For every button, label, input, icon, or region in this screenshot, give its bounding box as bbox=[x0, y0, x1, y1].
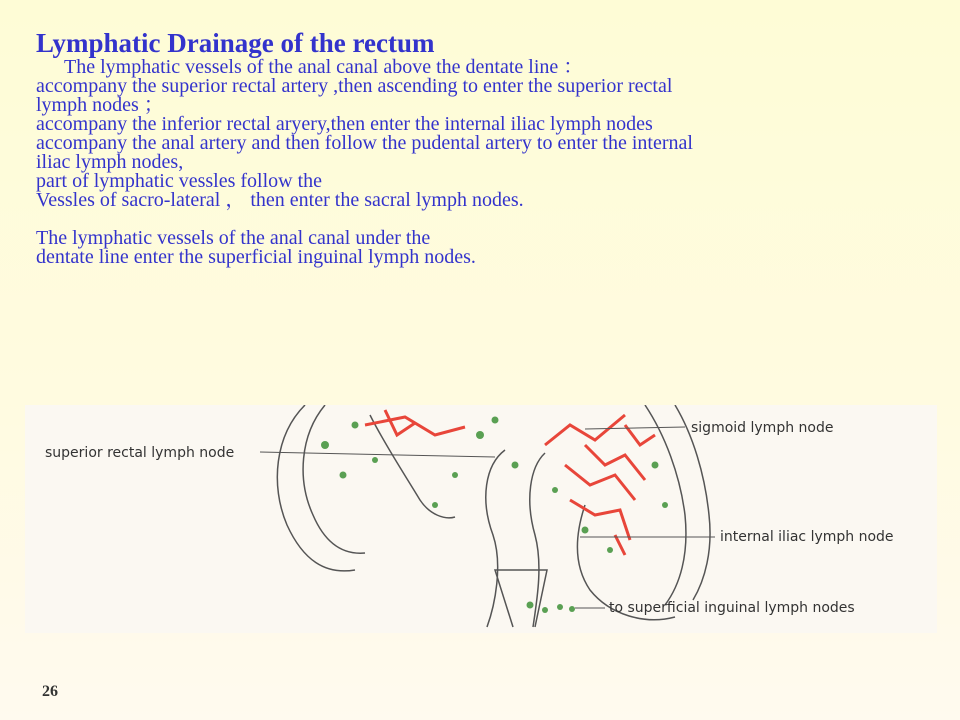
body-line: accompany the inferior rectal aryery,then enter the internal iliac lymph nodes bbox=[36, 113, 653, 135]
label-sigmoid: sigmoid lymph node bbox=[691, 420, 834, 436]
colon-outline bbox=[277, 405, 710, 627]
slide-text bbox=[36, 28, 946, 267]
body-line: iliac lymph nodes, bbox=[36, 151, 184, 173]
body-line: accompany the anal artery and then follow the pudental artery to enter the internal bbox=[36, 132, 693, 154]
label-internal-iliac: internal iliac lymph node bbox=[720, 529, 894, 545]
page-number: 26 bbox=[42, 683, 58, 700]
body-line: Vessles of sacro-lateral ， then enter the sacral lymph nodes. bbox=[36, 189, 524, 211]
body-line: The lymphatic vessels of the anal canal above the dentate line ： bbox=[64, 56, 584, 78]
rectum-lymph-illustration bbox=[25, 405, 937, 633]
body-text bbox=[36, 58, 946, 267]
body-line: The lymphatic vessels of the anal canal under the bbox=[36, 227, 431, 249]
body-line: lymph nodes ； bbox=[36, 94, 164, 116]
label-superficial-inguinal: to superficial inguinal lymph nodes bbox=[609, 600, 855, 616]
lymph-nodes bbox=[321, 417, 668, 614]
label-superior-rectal: superior rectal lymph node bbox=[45, 445, 235, 461]
body-line: part of lymphatic vessles follow the bbox=[36, 170, 323, 192]
body-line: dentate line enter the superficial inguinal lymph nodes. bbox=[36, 246, 476, 268]
slide-title: Lymphatic Drainage of the rectum bbox=[36, 28, 435, 58]
body-line: accompany the superior rectal artery ,then ascending to enter the superior rectal bbox=[36, 75, 673, 97]
